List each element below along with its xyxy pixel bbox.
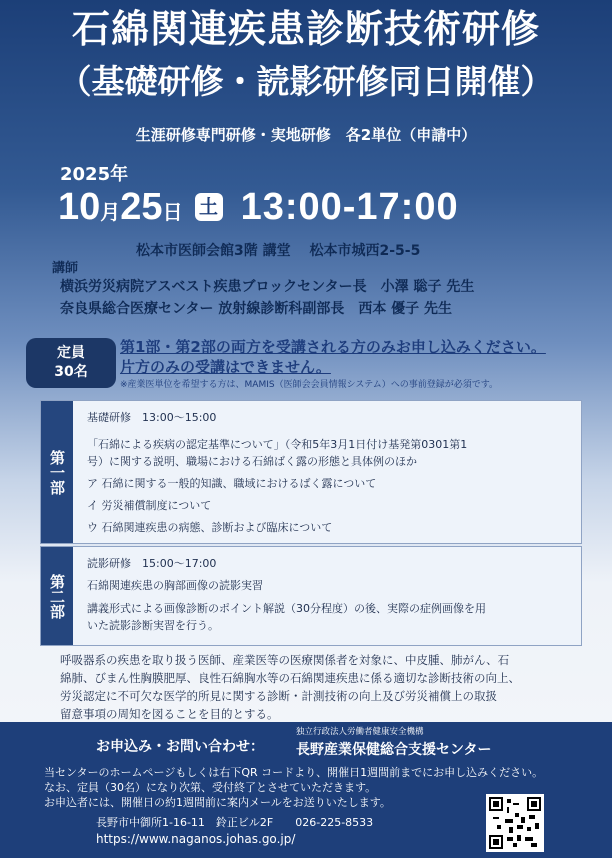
capacity-value: 30名 <box>54 364 88 380</box>
capacity-label: 定員 <box>57 345 85 361</box>
part1-item: イ 労災補償制度について <box>87 499 212 512</box>
weekday-badge: 土 <box>195 193 223 221</box>
part2-header: 読影研修 15:00〜17:00 <box>87 557 217 570</box>
part1-body <box>87 401 571 536</box>
event-time: 13:00-17:00 <box>240 186 459 228</box>
notice-small: ※産業医単位を希望する方は、MAMIS（医師会会員情報システム）への事前登録が必須です。 <box>120 380 498 390</box>
contact-label: お申込み・お問い合わせ： <box>96 739 264 755</box>
part2-label <box>41 547 73 645</box>
description-line: 綿肺、びまん性胸膜肥厚、良性石綿胸水等の石綿関連疾患に係る適切な診断技術の向上、 <box>60 671 520 685</box>
part1-label <box>41 401 73 543</box>
event-year: 2025年 <box>60 164 129 185</box>
event-date <box>58 186 459 229</box>
footer-line: お申込者には、開催日の約1週間前に案内メールをお送りいたします。 <box>44 796 391 809</box>
day-unit: 日 <box>162 200 183 224</box>
part1-label-text: 第一部 <box>48 449 66 495</box>
description-line: 労災認定に不可欠な医学的所見に関する診断・計測技術の向上及び労災補償上の取扱 <box>60 689 497 703</box>
org-parent: 独立行政法人労働者健康安全機構 <box>296 727 424 737</box>
lecturer-heading: 講師 <box>52 261 79 276</box>
title-sub: （基礎研修・読影研修同日開催） <box>58 62 554 101</box>
lecturer-item: 横浜労災病院アスベスト疾患ブロックセンター長 小澤 聡子 先生 <box>60 279 475 295</box>
credit-info: 生涯研修専門研修・実地研修 各2単位（申請中） <box>135 126 477 144</box>
part1-item: ウ 石綿関連疾患の病態、診断および臨床について <box>87 521 333 534</box>
part2-label-text: 第二部 <box>48 573 66 619</box>
part2-body <box>87 547 571 634</box>
event-day: 25 <box>120 186 163 228</box>
part2-item: いた読影診断実習を行う。 <box>87 619 219 632</box>
footer-line: なお、定員（30名）になり次第、受付終了とさせていただきます。 <box>44 781 377 794</box>
notice-line: 片方のみの受講はできません。 <box>120 358 331 376</box>
description-line: 留意事項の周知を図ることを目的とする。 <box>60 707 279 721</box>
qr-code[interactable] <box>486 794 544 852</box>
description <box>60 651 560 723</box>
part2-panel <box>40 546 582 646</box>
part1-item: 号）に関する説明、職場における石綿ばく露の形態と具体例のほか <box>87 455 417 468</box>
part1-item: ア 石綿に関する一般的知識、職域におけるばく露について <box>87 477 377 490</box>
notice-line: 第1部・第2部の両方を受講される方のみお申し込みください。 <box>120 338 546 356</box>
footer-line: 当センターのホームページもしくは右下QR コードより、開催日1週間前までにお申し込みください。 <box>44 766 544 779</box>
month-unit: 月 <box>100 200 121 224</box>
part1-header: 基礎研修 13:00〜15:00 <box>87 411 217 424</box>
description-line: 呼吸器系の疾患を取り扱う医師、産業医等の医療関係者を対象に、中皮腫、肺がん、石 <box>60 653 510 667</box>
qr-code-icon <box>489 797 541 849</box>
title-main: 石綿関連疾患診断技術研修 <box>71 7 540 51</box>
capacity-badge <box>26 338 116 388</box>
part2-item: 石綿関連疾患の胸部画像の読影実習 <box>87 579 263 592</box>
part1-item: 「石綿による疾病の認定基準について」（令和5年3月1日付け基発第0301第1 <box>87 438 468 451</box>
part2-item: 講義形式による画像診断のポイント解説（30分程度）の後、実際の症例画像を用 <box>87 602 486 615</box>
event-month: 10 <box>58 186 101 228</box>
address: 長野市中御所1-16-11 鈴正ビル2F 026-225-8533 <box>96 816 374 829</box>
lecturer-item: 奈良県総合医療センター 放射線診断科副部長 西本 優子 先生 <box>60 301 453 317</box>
event-venue: 松本市医師会館3階 講堂 松本市城西2-5-5 <box>136 243 421 259</box>
part1-panel <box>40 400 582 544</box>
org-name: 長野産業保健総合支援センター <box>296 742 492 758</box>
website-link[interactable]: https://www.naganos.johas.go.jp/ <box>96 832 296 846</box>
